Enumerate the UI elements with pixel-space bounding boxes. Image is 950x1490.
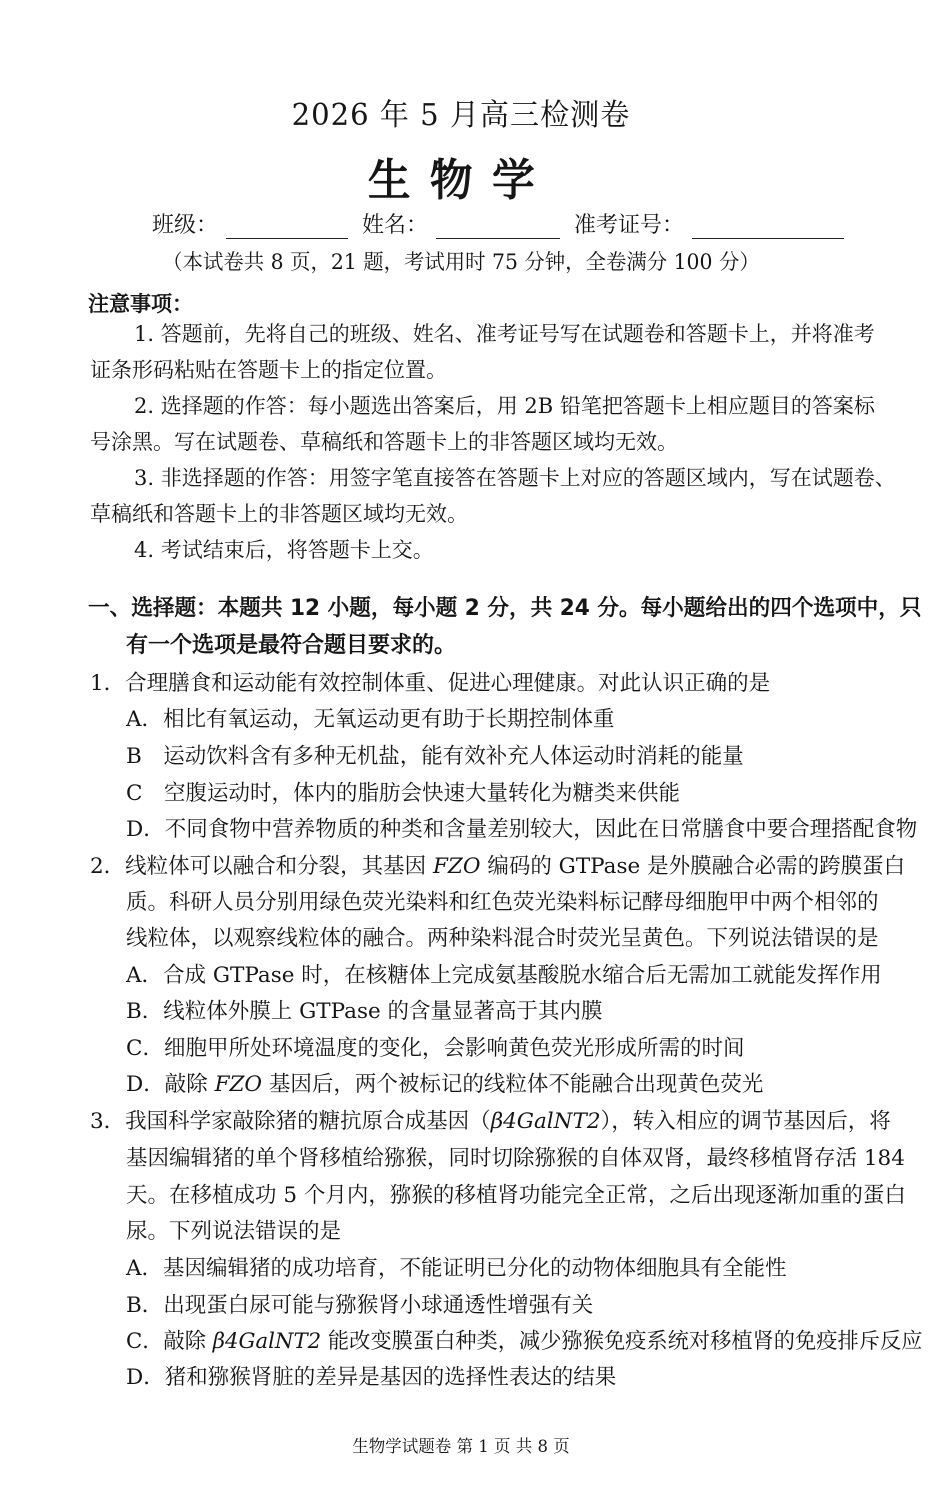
q3-stem-text-cont: ），转入相应的调节基因后，将 [600,1109,891,1134]
q2-stem-text: 2．线粒体可以融合和分裂，其基因 [90,854,434,879]
q3-option-c-text-cont: 能改变膜蛋白种类，减少猕猴免疫系统对移植肾的免疫排斥反应 [321,1329,923,1354]
notice-item-1-line-2: 证条形码粘贴在答题卡上的指定位置。 [90,358,447,382]
subject-title: 生物学 [367,155,555,206]
notice-item-1-line-1: 1. 答题前，先将自己的班级、姓名、准考证号写在试题卷和答题卡上，并将准考 [134,322,875,346]
student-info-row [152,208,858,239]
q3-option-c-gene: β4GalNT2 [212,1329,322,1354]
q2-option-c: C．细胞甲所处环境温度的变化，会影响黄色荧光形成所需的时间 [126,1036,745,1061]
q3-option-d: D．猪和猕猴肾脏的差异是基因的选择性表达的结果 [126,1365,617,1390]
q2-option-b: B．线粒体外膜上 GTPase 的含量显著高于其内膜 [126,999,603,1024]
q3-stem-line-3: 天。在移植成功 5 个月内，猕猴的移植肾功能完全正常，之后出现逐渐加重的蛋白 [126,1183,906,1208]
q2-option-d-gene: FZO [214,1072,263,1097]
q3-option-c [126,1323,922,1360]
name-label: 姓名： [362,213,429,238]
q3-gene-name: β4GalNT2 [490,1109,601,1134]
section-1-line-1: 一、选择题：本题共 12 小题，每小题 2 分，共 24 分。每小题给出的四个选项中，只 [88,596,922,621]
class-blank[interactable] [226,216,348,239]
q2-stem-text-cont: 编码的 GTPase 是外膜融合必需的跨膜蛋白 [480,854,906,879]
q3-stem-line-1 [90,1103,891,1140]
q2-stem-line-3: 线粒体，以观察线粒体的融合。两种染料混合时荧光呈黄色。下列说法错误的是 [126,926,879,951]
notice-heading: 注意事项： [88,292,193,316]
q2-option-d-text-cont: 基因后，两个被标记的线粒体不能融合出现黄色荧光 [262,1072,764,1097]
ticket-blank[interactable] [692,216,844,239]
notice-item-2-line-2: 号涂黑。写在试题卷、草稿纸和答题卡上的非答题区域均无效。 [90,430,678,454]
notice-item-3-line-2: 草稿纸和答题卡上的非答题区域均无效。 [90,502,468,526]
q1-option-c: C 空腹运动时，体内的脂肪会快速大量转化为糖类来供能 [126,781,680,806]
q3-stem-text: 3．我国科学家敲除猪的糖抗原合成基因（ [90,1109,491,1134]
q3-option-a: A．基因编辑猪的成功培育，不能证明已分化的动物体细胞具有全能性 [126,1256,787,1281]
q2-option-d [126,1066,763,1103]
notice-item-3-line-1: 3. 非选择题的作答：用签字笔直接答在答题卡上对应的答题区域内，写在试题卷、 [134,466,896,490]
name-blank[interactable] [436,216,560,239]
page-footer: 生物学试题卷 第 1 页 共 8 页 [352,1437,570,1457]
q2-gene-name: FZO [433,854,481,879]
q2-option-d-text: D．敲除 [126,1072,215,1097]
q3-option-c-text: C．敲除 [126,1329,213,1354]
q1-stem: 1．合理膳食和运动能有效控制体重、促进心理健康。对此认识正确的是 [90,671,771,696]
exam-note: （本试卷共 8 页，21 题，考试用时 75 分钟，全卷满分 100 分） [162,250,760,274]
q1-option-b: B 运动饮料含有多种无机盐，能有效补充人体运动时消耗的能量 [126,744,744,769]
exam-title: 2026 年 5 月高三检测卷 [291,98,631,133]
section-1-line-2: 有一个选项是最符合题目要求的。 [126,633,457,658]
class-label: 班级： [152,213,219,238]
q2-option-a: A．合成 GTPase 时，在核糖体上完成氨基酸脱水缩合后无需加工就能发挥作用 [126,963,882,988]
q2-stem-line-2: 质。科研人员分别用绿色荧光染料和红色荧光染料标记酵母细胞甲中两个相邻的 [126,890,879,915]
q3-stem-line-2: 基因编辑猪的单个肾移植给猕猴，同时切除猕猴的自体双肾，最终移植肾存活 184 [126,1146,905,1171]
ticket-label: 准考证号： [574,213,685,238]
q1-option-a: A．相比有氧运动，无氧运动更有助于长期控制体重 [126,707,615,732]
q1-option-d: D．不同食物中营养物质的种类和含量差别较大，因此在日常膳食中要合理搭配食物 [126,817,918,842]
notice-item-4: 4. 考试结束后，将答题卡上交。 [134,538,434,562]
q2-stem-line-1 [90,848,905,885]
q3-stem-line-4: 尿。下列说法错误的是 [126,1219,342,1244]
q3-option-b: B．出现蛋白尿可能与猕猴肾小球通透性增强有关 [126,1293,594,1318]
notice-item-2-line-1: 2. 选择题的作答：每小题选出答案后，用 2B 铅笔把答题卡上相应题目的答案标 [134,394,875,418]
